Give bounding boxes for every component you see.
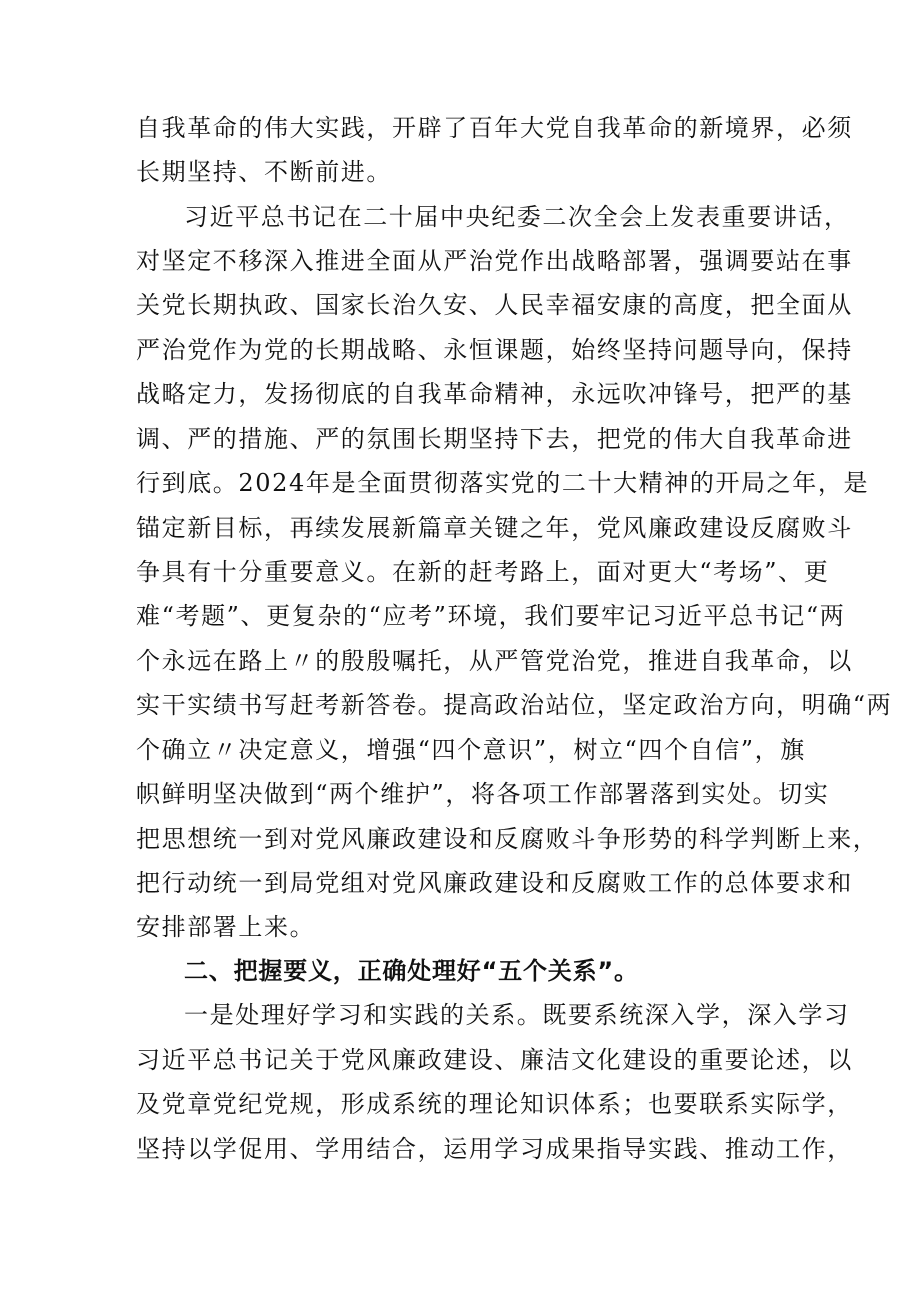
body-text-line: 把思想统一到对党风廉政建设和反腐败斗争形势的科学判断上来， — [136, 825, 879, 853]
body-text-line: 对坚定不移深入推进全面从严治党作出战略部署，强调要站在事 — [136, 247, 853, 275]
body-text-line: 关党长期执政、国家长治久安、人民幸福安康的高度，把全面从 — [136, 291, 853, 319]
body-text-line: 长期坚持、不断前进。 — [136, 158, 392, 186]
body-text-line: 坚持以学促用、学用结合，运用学习成果指导实践、推动工作， — [136, 1135, 853, 1163]
body-text-line: 调、严的措施、严的氛围长期坚持下去，把党的伟大自我革命进 — [136, 425, 853, 453]
body-text-line: 及党章党纪党规，形成系统的理论知识体系；也要联系实际学， — [136, 1090, 853, 1118]
body-text-line: 把行动统一到局党组对党风廉政建设和反腐败工作的总体要求和 — [136, 869, 853, 897]
body-text-line: 争具有十分重要意义。在新的赶考路上，面对更大“考场”、更 — [136, 558, 830, 586]
body-text-line: 实干实绩书写赶考新答卷。提高政治站位，坚定政治方向，明确“两 — [136, 691, 893, 719]
paragraph-first-line: 一是处理好学习和实践的关系。既要系统深入学，深入学习 — [184, 1001, 850, 1029]
body-text-line: 帜鲜明坚决做到“两个维护”，将各项工作部署落到实处。切实 — [136, 780, 830, 808]
body-text-line: 安排部署上来。 — [136, 913, 316, 941]
body-text-line: 行到底。2024年是全面贯彻落实党的二十大精神的开局之年，是 — [136, 469, 870, 497]
body-text-line: 难“考题”、更复杂的“应考”环境，我们要牢记习近平总书记“两 — [136, 602, 846, 630]
body-text-line: 个永远在路上〃的殷殷嘱托，从严管党治党，推进自我革命，以 — [136, 647, 853, 675]
body-text-line: 自我革命的伟大实践，开辟了百年大党自我革命的新境界，必须 — [136, 114, 853, 142]
body-text-line: 战略定力，发扬彻底的自我革命精神，永远吹冲锋号，把严的基 — [136, 380, 853, 408]
body-text-line: 严治党作为党的长期战略、永恒课题，始终坚持问题导向，保持 — [136, 336, 853, 364]
body-text-line: 个确立〃决定意义，增强“四个意识”，树立“四个自信”，旗 — [136, 736, 806, 764]
body-text-line: 锚定新目标，再续发展新篇章关键之年，党风廉政建设反腐败斗 — [136, 514, 853, 542]
section-heading: 二、把握要义，正确处理好“五个关系”。 — [184, 957, 639, 985]
body-text-line: 习近平总书记关于党风廉政建设、廉洁文化建设的重要论述，以 — [136, 1046, 853, 1074]
paragraph-first-line: 习近平总书记在二十届中央纪委二次全会上发表重要讲话， — [184, 203, 850, 231]
